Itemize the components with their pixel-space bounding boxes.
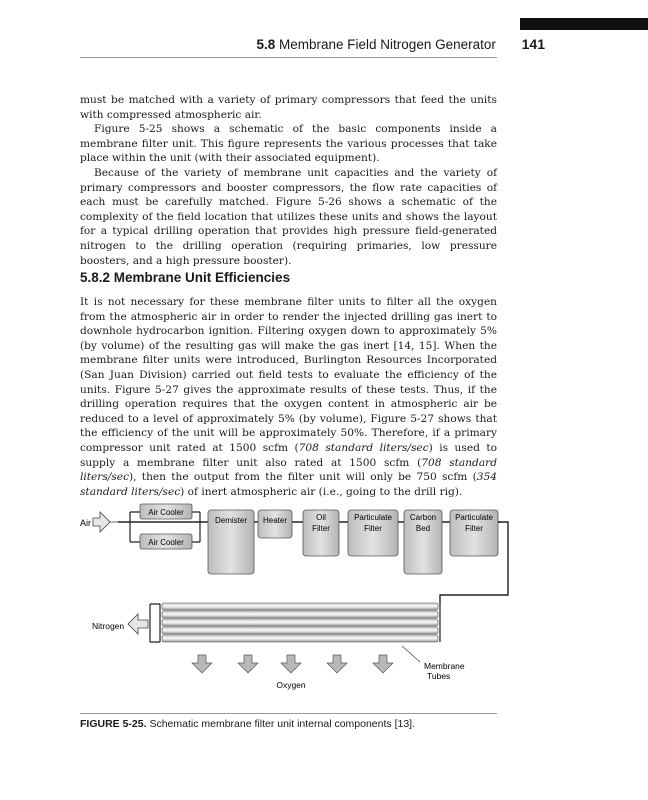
- membrane-tube: [162, 619, 438, 626]
- heater-label: Heater: [262, 516, 288, 525]
- membrane-tube: [162, 627, 438, 634]
- caption-text: Schematic membrane filter unit internal components [13].: [149, 718, 415, 730]
- carbon-bed-label-1: Carbon: [409, 513, 437, 522]
- nitrogen-label: Nitrogen: [92, 621, 125, 631]
- section-title: Membrane Field Nitrogen Generator: [279, 37, 496, 52]
- nitrogen-arrow-icon: [128, 614, 148, 634]
- figure-caption: [80, 713, 497, 730]
- section-number: 5.8: [256, 37, 276, 52]
- membrane-tubes-label-1: Membrane: [424, 661, 465, 671]
- page-number: 141: [521, 36, 545, 52]
- air-arrow-icon: [93, 512, 110, 532]
- membrane-tube: [162, 603, 438, 610]
- particulate-filter-2-label-1: Particulate: [455, 513, 493, 522]
- demister-label: Demister: [214, 516, 248, 525]
- paragraph-2: Figure 5-25 shows a schematic of the basic components inside a membrane filter unit. This figure represents the various processes that take place within the unit (with their associated equipment).: [80, 123, 497, 165]
- air-cooler-top-label: Air Cooler: [148, 508, 184, 517]
- paragraph-3: Because of the variety of membrane unit capacities and the variety of primary compressors and booster compressors, the flow rate capacities of each must be carefully matched. Figure 5-26 shows a schematic of the complexity of the field location that utilizes these units and shows the layout for a typical drilling operation that provides high pressure field-generated nitrogen to the drilling operation (requiring primaries, low pressure boosters, and a high pressure booster).: [80, 166, 497, 267]
- particulate-filter-1-label-1: Particulate: [354, 513, 392, 522]
- down-arrow-icon: [281, 655, 301, 673]
- particulate-filter-1-label-2: Filter: [364, 524, 382, 533]
- section-heading: 5.8.2 Membrane Unit Efficiencies: [80, 270, 291, 285]
- membrane-tube: [162, 611, 438, 618]
- oil-filter-label-1: Oil: [316, 513, 326, 522]
- down-arrow-icon: [327, 655, 347, 673]
- paragraph-1: must be matched with a variety of primary compressors that feed the units with compressed atmospheric air.: [80, 94, 497, 121]
- membrane-tubes-label-2: Tubes: [427, 671, 451, 681]
- para4-italic-b: 708 standard liters/sec: [80, 456, 497, 484]
- down-arrow-icon: [373, 655, 393, 673]
- para4-text-c: ), then the output from the filter unit will only be 750 scfm (: [129, 471, 477, 484]
- down-arrow-icon: [192, 655, 212, 673]
- para4-text-d: ) of inert atmospheric air (i.e., going to the drill rig).: [180, 485, 463, 498]
- oxygen-arrows: [192, 655, 393, 673]
- down-arrow-icon: [238, 655, 258, 673]
- para4-italic-c: 354 standard liters/sec: [80, 471, 497, 498]
- oxygen-label: Oxygen: [276, 680, 306, 690]
- para4-text-b: ) is used to supply a membrane filter unit also rated at 1500 scfm (: [80, 441, 497, 469]
- membrane-tube: [162, 635, 438, 642]
- para4-italic-a: 708 standard liters/sec: [298, 441, 429, 454]
- carbon-bed-label-2: Bed: [415, 524, 431, 533]
- para4-text-a: It is not necessary for these membrane filter units to filter all the oxygen from the atmospheric air in order to render the injected drilling gas inert to downhole hydrocarbon ignition. Filtering oxygen down to approximately 5% (by volume) of the resulting gas will make the gas inert [14, 15]. When the membrane filter units were introduced, Burlington Resources Incorporated (San Juan Division) carried out field tests to evaluate the efficiency of the units. Figure 5-27 gives the approximate results of these tests. Thus, if the drilling operation requires that the oxygen content in atmospheric air be reduced to a level of approximately 5% (by volume), Figure 5-27 shows that the efficiency of the unit will be approximately 50%. Therefore, if a primary compressor unit rated at 1500 scfm (: [80, 296, 497, 454]
- air-label: Air: [80, 518, 91, 528]
- particulate-filter-2-label-2: Filter: [465, 524, 483, 533]
- caption-label: FIGURE 5-25.: [80, 718, 147, 730]
- air-cooler-bottom-label: Air Cooler: [148, 538, 184, 547]
- oil-filter-label-2: Filter: [312, 524, 330, 533]
